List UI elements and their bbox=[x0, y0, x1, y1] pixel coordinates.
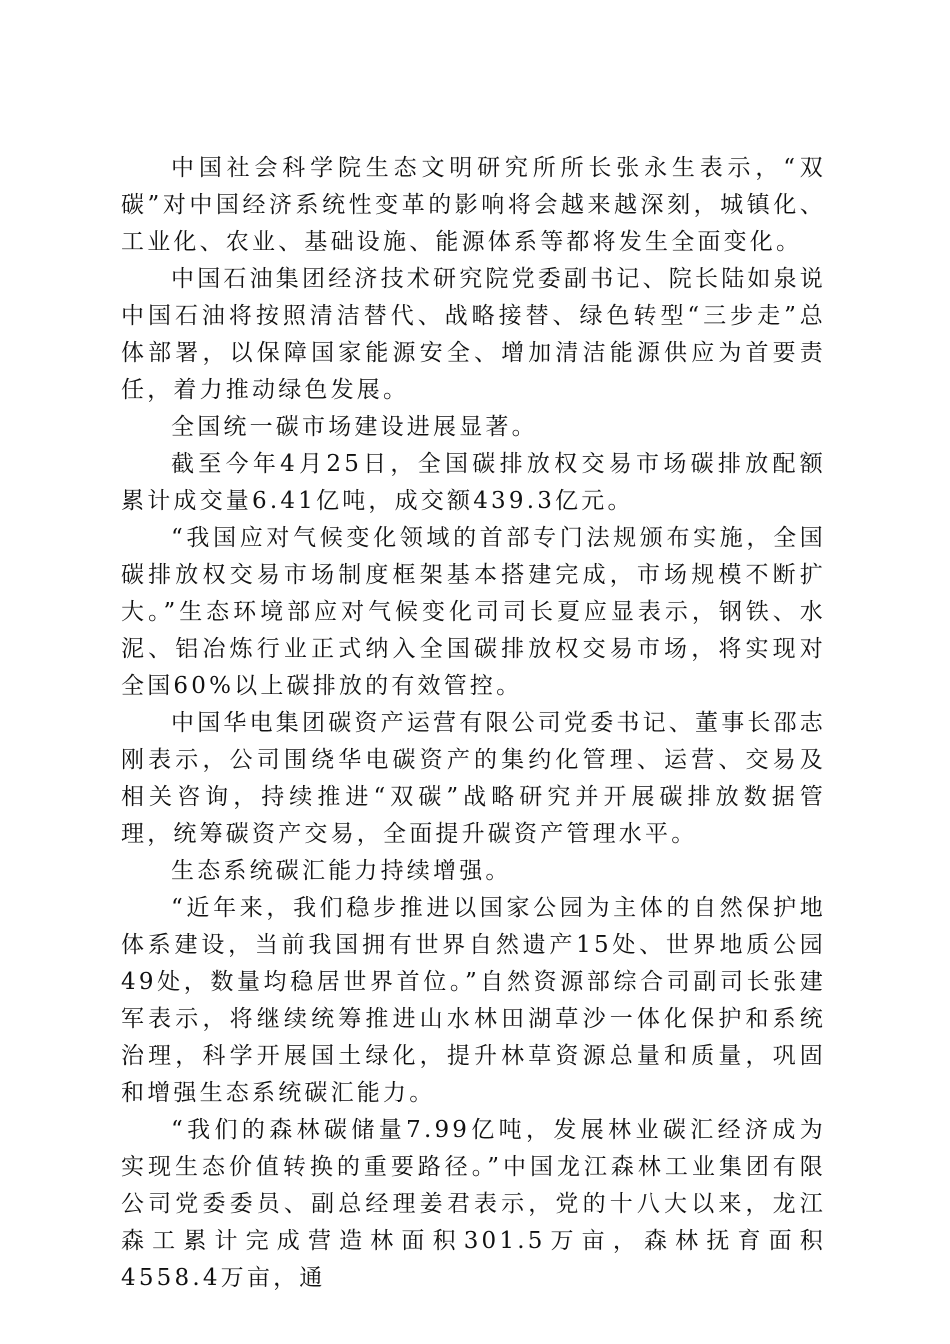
paragraph-carbon-sink-heading: 生态系统碳汇能力持续增强。 bbox=[171, 858, 512, 884]
paragraph-zhang-yongsheng: 中国社会科学院生态文明研究所所长张永生表示，“双碳”对中国经济系统性变革的影响将会越来越深刻，城镇化、工业化、农业、基础设施、能源体系等都将发生全面变化。 bbox=[121, 155, 826, 255]
paragraph-carbon-trading-volume: 截至今年4月25日，全国碳排放权交易市场碳排放配额累计成交量6.41亿吨，成交额439.3亿元。 bbox=[121, 451, 826, 514]
paragraph-lu-ruquan: 中国石油集团经济技术研究院党委副书记、院长陆如泉说中国石油将按照清洁替代、战略接替、绿色转型“三步走”总体部署，以保障国家能源安全、增加清洁能源供应为首要责任，着力推动绿色发展。 bbox=[121, 266, 826, 403]
paragraph-jiang-jun: “我们的森林碳储量7.99亿吨，发展林业碳汇经济成为实现生态价值转换的重要路径。”中国龙江森林工业集团有限公司党委委员、副总经理姜君表示，党的十八大以来，龙江森工累计完成营造林面积301.5万亩，森林抚育面积4558.4万亩，通 bbox=[121, 1117, 826, 1291]
paragraph-xia-yingxian: “我国应对气候变化领域的首部专门法规颁布实施，全国碳排放权交易市场制度框架基本搭建完成，市场规模不断扩大。”生态环境部应对气候变化司司长夏应显表示，钢铁、水泥、铝冶炼行业正式纳入全国碳排放权交易市场，将实现对全国60%以上碳排放的有效管控。 bbox=[121, 525, 826, 699]
document-body bbox=[121, 150, 826, 1297]
paragraph-carbon-market-heading: 全国统一碳市场建设进展显著。 bbox=[171, 414, 538, 440]
paragraph-shao-zhigang: 中国华电集团碳资产运营有限公司党委书记、董事长邵志刚表示，公司围绕华电碳资产的集约化管理、运营、交易及相关咨询，持续推进“双碳”战略研究并开展碳排放数据管理，统筹碳资产交易，全面提升碳资产管理水平。 bbox=[121, 710, 826, 847]
paragraph-zhang-jianjun: “近年来，我们稳步推进以国家公园为主体的自然保护地体系建设，当前我国拥有世界自然遗产15处、世界地质公园49处，数量均稳居世界首位。”自然资源部综合司副司长张建军表示，将继续统筹推进山水林田湖草沙一体化保护和系统治理，科学开展国土绿化，提升林草资源总量和质量，巩固和增强生态系统碳汇能力。 bbox=[121, 895, 826, 1106]
